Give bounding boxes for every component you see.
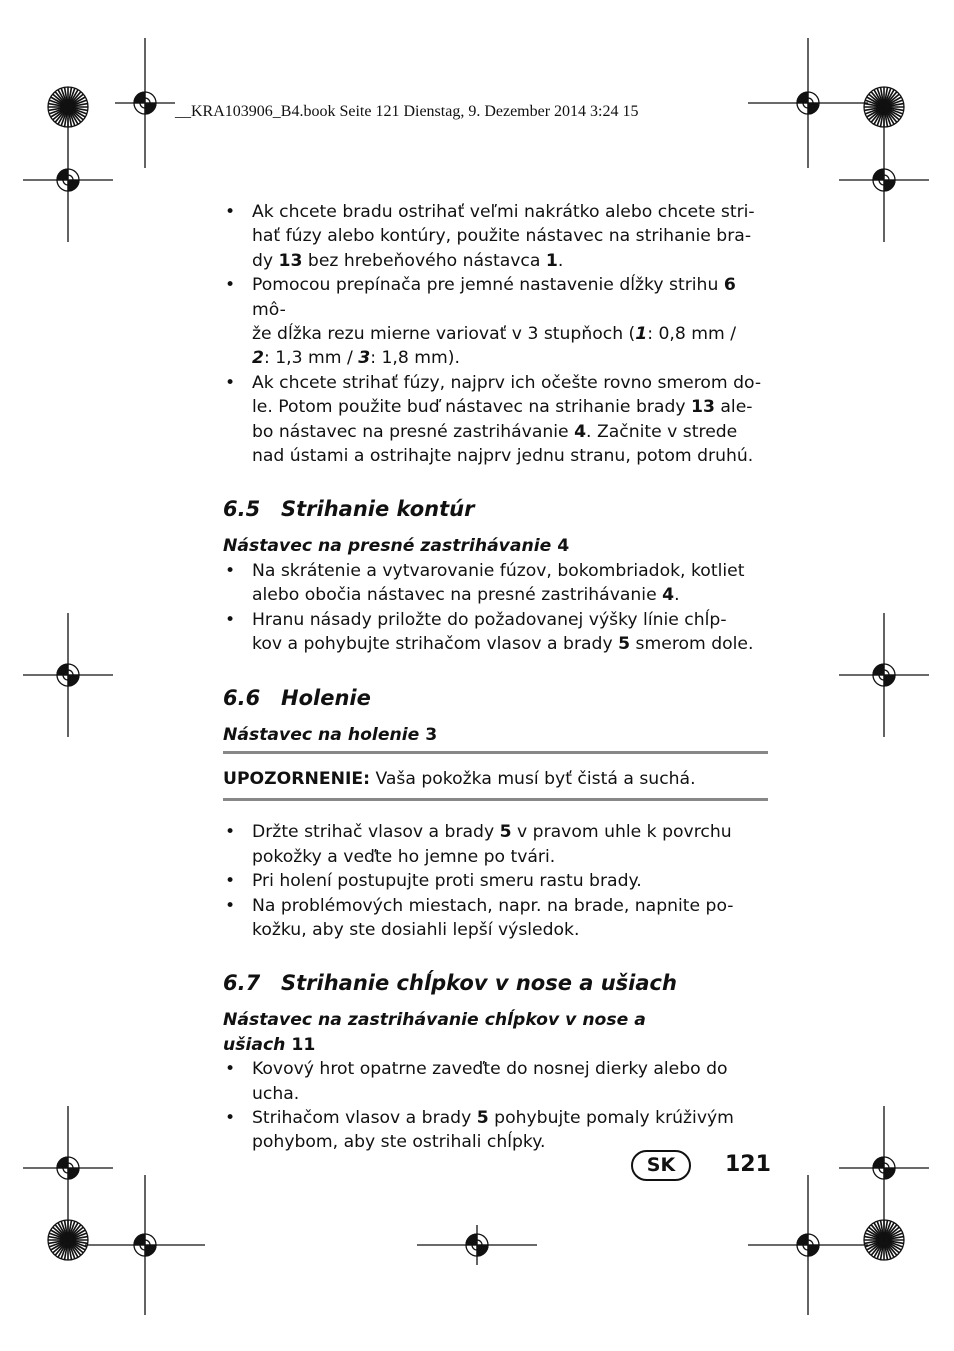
part-number: 13 [278,250,303,271]
text: kov a pohybujte strihačom vlasov a brady [252,634,619,655]
subheading-label: Nástavec na presné zastrihávanie [223,536,552,557]
text: : 1,3 mm / [263,348,359,369]
section-title: Strihanie kontúr [281,497,475,522]
text: bez hrebeňového nástavca [302,250,546,271]
part-number: 1 [545,250,558,271]
part-number: 4 [574,421,587,442]
s66-list [223,820,768,942]
list-item [223,894,768,943]
text: smerom dole. [630,634,754,655]
list-item [223,820,768,869]
part-number: 5 [476,1107,489,1128]
list-item [223,559,768,608]
text: Pri holení postupujte proti smeru rastu brady. [252,871,642,892]
part-number: 6 [723,275,736,296]
section-number: 6.7 [223,971,261,996]
level-number: 1 [635,324,648,345]
part-number: 3 [425,724,438,745]
subheading [223,723,768,747]
text: že dĺžka rezu mierne variovať v 3 stupňoch ( [252,324,636,345]
language-badge: SK [631,1150,691,1181]
subheading [223,534,768,558]
text: Ak chcete bradu ostrihať veľmi nakrátko alebo chcete stri- [252,202,755,222]
section-number: 6.6 [223,685,261,710]
text: alebo obočia nástavec na presné zastrihávanie [252,585,663,606]
text: pohybom, aby ste ostrihali chĺpky. [252,1132,546,1153]
text: ale- [714,397,753,418]
print-header: __KRA103906_B4.book Seite 121 Dienstag, 9. Dezember 2014 3:24 15 [175,103,639,120]
part-number: 5 [618,634,631,655]
text: . [557,250,564,271]
notice-label: UPOZORNENIE: [223,768,370,789]
part-number: 4 [557,536,570,557]
list-item [223,371,768,469]
text: v pravom uhle k povrchu [511,822,732,843]
text: dy [252,250,279,271]
s65-list [223,559,768,657]
notice-box [223,751,768,801]
text: pohybujte pomaly krúživým [488,1107,734,1128]
list-item [223,869,768,893]
section-heading-6-7 [223,968,768,998]
part-number: 11 [291,1034,316,1055]
text: : 0,8 mm / [647,324,737,345]
subheading-label: Nástavec na holenie [223,724,420,745]
part-number: 4 [662,585,675,606]
list-item [223,200,768,273]
list-item [223,1106,768,1155]
notice-text: Vaša pokožka musí byť čistá a suchá. [370,768,696,789]
level-number: 3 [358,348,371,369]
text: mô- [252,299,286,320]
list-item [223,608,768,657]
text: Na problémových miestach, napr. na brade, napnite po- [252,895,734,916]
section-number: 6.5 [223,497,261,522]
section-heading-6-5 [223,494,768,524]
section-title: Holenie [281,685,371,710]
text: : 1,8 mm). [370,348,460,369]
text: hať fúzy alebo kontúry, použite nástavec na strihanie bra- [252,226,752,247]
list-item [223,273,768,371]
text: pokožky a veďte ho jemne po tvári. [252,846,556,867]
text: Na skrátenie a vytvarovanie fúzov, bokombriadok, kotliet [252,560,745,581]
part-number: 13 [691,397,715,418]
text: Držte strihač vlasov a brady [252,822,500,843]
text: nad ústami a ostrihajte najprv jednu stranu, potom druhú. [252,446,754,467]
text: . [674,585,680,606]
level-number: 2 [252,348,264,369]
text: Ak chcete strihať fúzy, najprv ich očešte rovno smerom do- [252,372,762,393]
section-heading-6-6 [223,683,768,713]
subheading-label: Nástavec na zastrihávanie chĺpkov v nose a [223,1010,646,1031]
text: bo nástavec na presné zastrihávanie [252,421,575,442]
text: le. Potom použite buď nástavec na strihanie brady [252,397,691,418]
section-title: Strihanie chĺpkov v nose a ušiach [281,971,677,996]
page-number: 121 [725,1152,771,1177]
list-item [223,1057,768,1106]
intro-list [223,200,768,468]
subheading-label: ušiach [223,1034,286,1055]
text: kožku, aby ste dosiahli lepší výsledok. [252,919,580,940]
page-content [223,200,768,1155]
text: Kovový hrot opatrne zaveďte do nosnej dierky alebo do ucha. [252,1059,728,1104]
subheading [223,1008,768,1057]
text: Strihačom vlasov a brady [252,1107,477,1128]
text: Pomocou prepínača pre jemné nastavenie dĺžky strihu [252,275,724,296]
s67-list [223,1057,768,1155]
part-number: 5 [499,822,512,843]
text: Hranu násady priložte do požadovanej výšky línie chĺp- [252,609,727,630]
text: . Začnite v strede [586,421,738,442]
